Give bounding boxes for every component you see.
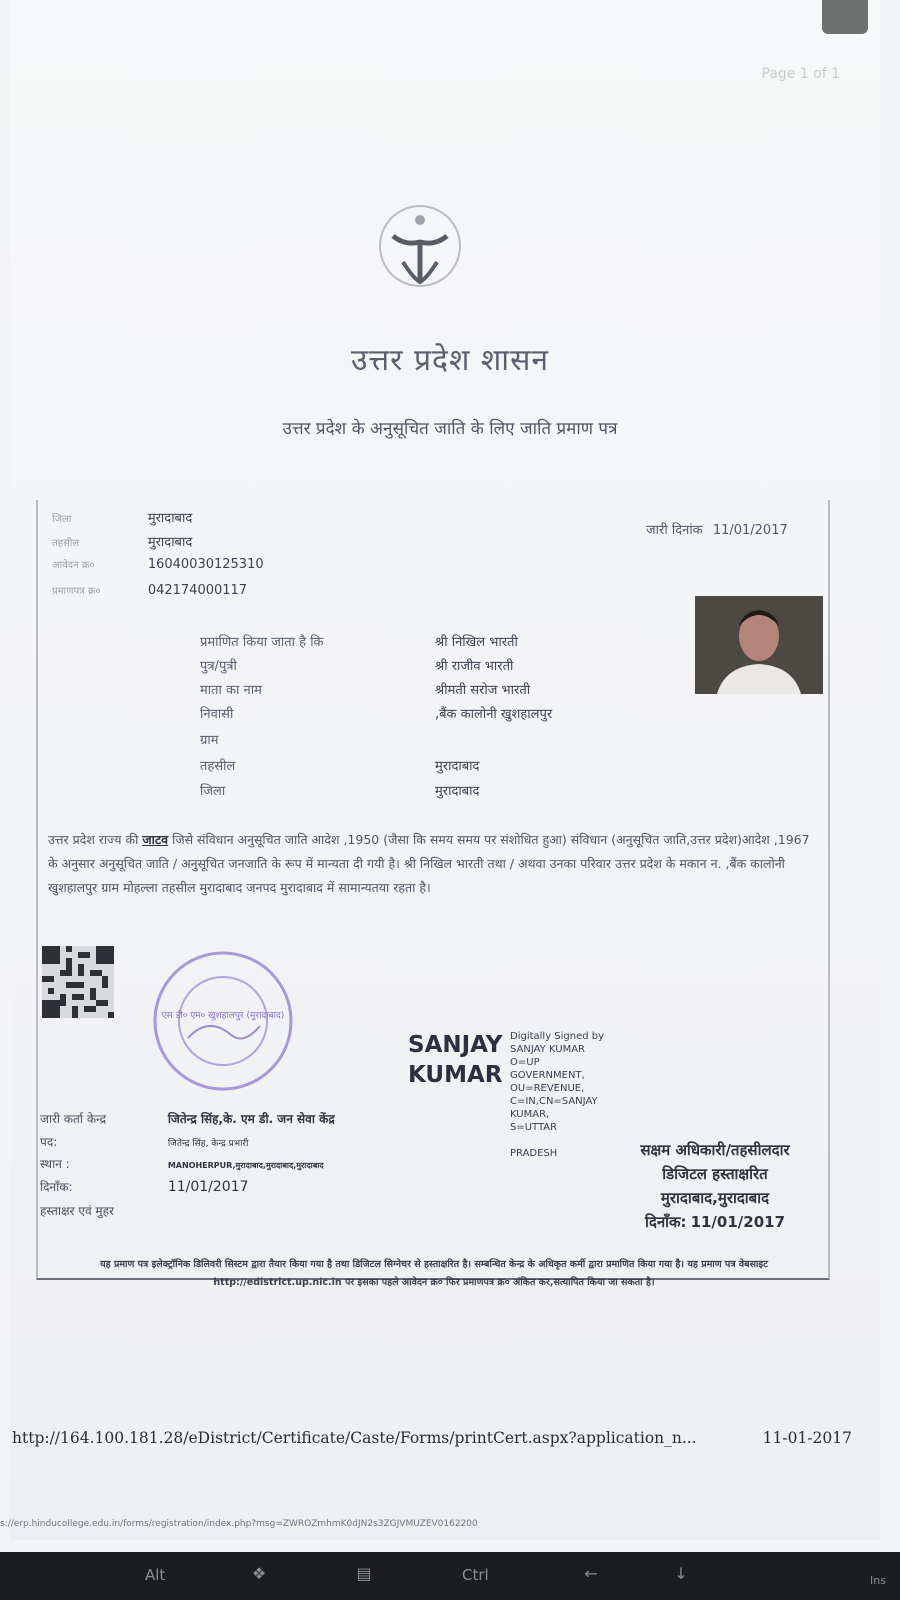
date-label: दिनाँक: xyxy=(40,1180,73,1194)
tehsil-value: मुरादाबाद xyxy=(147,535,193,550)
ctrl-key[interactable]: Ctrl xyxy=(462,1566,489,1584)
arrow-down-icon[interactable]: ↓ xyxy=(674,1564,688,1583)
issuing-center-label: जारी कर्ता केन्द्र xyxy=(40,1112,107,1126)
applicant-photo xyxy=(695,596,823,694)
certificate-number-label: प्रमाणपत्र क्र० xyxy=(52,586,101,597)
competent-authority xyxy=(600,1138,830,1234)
signer-name xyxy=(408,1030,503,1090)
field-label-resident: निवासी xyxy=(200,707,234,722)
page-number: Page 1 of 1 xyxy=(761,66,840,82)
field-value-father: श्री राजीव भारती xyxy=(435,659,514,674)
sign-seal-row xyxy=(40,1202,164,1219)
document-icon[interactable]: ▤ xyxy=(356,1564,372,1583)
district-value: मुरादाबाद xyxy=(147,511,193,526)
keyboard-taskbar xyxy=(0,1552,900,1600)
sig-detail: C=IN,CN=SANJAY xyxy=(510,1096,598,1107)
corner-tab xyxy=(822,0,868,34)
sig-detail: GOVERNMENT, xyxy=(510,1070,585,1081)
district-label: जिला xyxy=(52,514,72,525)
official-stamp xyxy=(148,946,298,1096)
sig-detail: OU=REVENUE, xyxy=(510,1083,585,1094)
certificate-title: उत्तर प्रदेश के अनुसूचित जाति के लिए जाति प्रमाण पत्र xyxy=(282,419,618,439)
field-label-mother: माता का नाम xyxy=(200,683,262,698)
field-label-son-of: पुत्र/पुत्री xyxy=(200,659,237,674)
sig-detail: S=UTTAR xyxy=(510,1122,558,1133)
signer-first-name: SANJAY xyxy=(408,1032,503,1058)
field-label-tehsil: तहसील xyxy=(200,759,236,774)
person-icon xyxy=(695,596,823,694)
field-label-village: ग्राम xyxy=(200,733,219,748)
stamp-text: एस डी० एम० खुशहालपुर (मुरादाबाद) xyxy=(161,1011,285,1021)
date-value: 11/01/2017 xyxy=(167,1179,249,1195)
application-label: आवेदन क्र० xyxy=(52,560,95,571)
qr-code-icon xyxy=(42,946,114,1018)
issuing-center-value: जितेन्द्र सिंह,के. एम डी. जन सेवा केंद्र xyxy=(167,1112,335,1126)
date-row xyxy=(40,1178,249,1195)
authority-title: सक्षम अधिकारी/तहसीलदार xyxy=(640,1141,790,1159)
certificate-number: 042174000117 xyxy=(147,583,248,598)
sig-detail: KUMAR, xyxy=(510,1109,550,1120)
field-value-mother: श्रीमती सरोज भारती xyxy=(435,683,531,698)
field-label-certified: प्रमाणित किया जाता है कि xyxy=(200,635,324,650)
field-value-name: श्री निखिल भारती xyxy=(435,635,518,650)
tehsil-row xyxy=(52,532,192,550)
sig-detail: SANJAY KUMAR xyxy=(510,1044,586,1055)
authority-date-label: दिनाँक: xyxy=(644,1213,687,1231)
place-label: स्थान : xyxy=(40,1157,70,1171)
field-value-resident: ,बैंक कालोनी खुशहालपुर xyxy=(435,707,553,722)
verification-note: यह प्रमाण पत्र इलेक्ट्रॉनिक डिलिवरी सिस्टम द्वारा तैयार किया गया है तथा डिजिटल सिग्नेचर से हस्ताक्षरित है। सम्बन्धित केन्द्र के अधिकृत कर्मी द्वारा प्रमाणित किया गया है। यह प्रमाण पत्र वेबसाइट http://edistrict.up.nic.in पर इसका पहले आवेदन क्र० फिर प्रमाणपत्र क्र० अंकित कर,सत्यापित किया जा सकता है। xyxy=(100,1259,768,1288)
sig-detail: PRADESH xyxy=(510,1148,558,1159)
sig-detail: Digitally Signed by xyxy=(510,1031,605,1042)
windows-icon[interactable]: ❖ xyxy=(251,1564,267,1583)
issue-date-value: 11/01/2017 xyxy=(712,523,788,538)
tehsil-label: तहसील xyxy=(52,538,80,549)
print-footer xyxy=(12,1429,852,1447)
paragraph-body: जिसे संविधान अनुसूचित जाति आदेश ,1950 (जैसा कि समय समय पर संशोधित हुआ) संविधान (अनुसूचित जाति,उत्तर प्रदेश)आदेश ,1967 के अनुसार अनुसूचित जाति / अनुसूचित जनजाति के रूप में मान्यता दी गयी है। श्री निखिल भारती तथा / अथवा उनका परिवार उत्तर प्रदेश के मकान न. ,बैंक कालोनी खुशहालपुर ग्राम मोहल्ला तहसील मुरादाबाद जनपद मुरादाबाद में सामान्यतया रहता है। xyxy=(48,832,810,895)
field-value-tehsil: मुरादाबाद xyxy=(435,759,480,774)
sig-detail: O=UP xyxy=(510,1057,540,1068)
erp-url: s://erp.hinducollege.edu.in/forms/registration/index.php?msg=ZWROZmhmK0dJN2s3ZGJVMUZEV0162200 xyxy=(0,1519,478,1529)
signer-last-name: KUMAR xyxy=(408,1062,503,1088)
issue-date xyxy=(640,520,788,538)
print-date: 11-01-2017 xyxy=(762,1429,852,1447)
place-row xyxy=(40,1155,324,1172)
field-value-district: मुरादाबाद xyxy=(435,784,480,799)
post-label: पद: xyxy=(40,1135,58,1149)
up-state-emblem-icon xyxy=(375,200,465,296)
issuing-center-row xyxy=(40,1110,335,1127)
ins-key[interactable]: Ins xyxy=(870,1574,886,1587)
district-row xyxy=(52,508,192,526)
print-url: http://164.100.181.28/eDistrict/Certificate/Caste/Forms/printCert.aspx?application_n... xyxy=(12,1429,697,1447)
government-title: उत्तर प्रदेश शासन xyxy=(350,343,549,378)
authority-date xyxy=(600,1210,830,1234)
field-label-district: जिला xyxy=(200,784,226,799)
authority-location: मुरादाबाद,मुरादाबाद xyxy=(660,1189,770,1207)
alt-key[interactable]: Alt xyxy=(145,1566,166,1584)
certificate-paragraph xyxy=(48,828,818,900)
sign-seal-label: हस्ताक्षर एवं मुहर xyxy=(40,1204,114,1218)
issue-date-label: जारी दिनांक xyxy=(646,523,703,538)
application-number: 16040030125310 xyxy=(147,557,264,572)
paragraph-prefix: उत्तर प्रदेश राज्य की xyxy=(48,832,143,847)
authority-digital: डिजिटल हस्ताक्षरित xyxy=(662,1165,768,1183)
application-row xyxy=(52,557,264,572)
place-value: MANOHERPUR,मुरादाबाद,मुरादाबाद,मुरादाबाद xyxy=(167,1161,324,1170)
certificate-number-row xyxy=(52,583,247,598)
post-row xyxy=(40,1133,248,1150)
authority-date-value: 11/01/2017 xyxy=(690,1213,786,1231)
caste-name: जाटव xyxy=(142,832,169,847)
arrow-left-icon[interactable]: ← xyxy=(584,1564,598,1583)
post-value: जितेन्द्र सिंह, केन्द्र प्रभारी xyxy=(167,1139,249,1149)
